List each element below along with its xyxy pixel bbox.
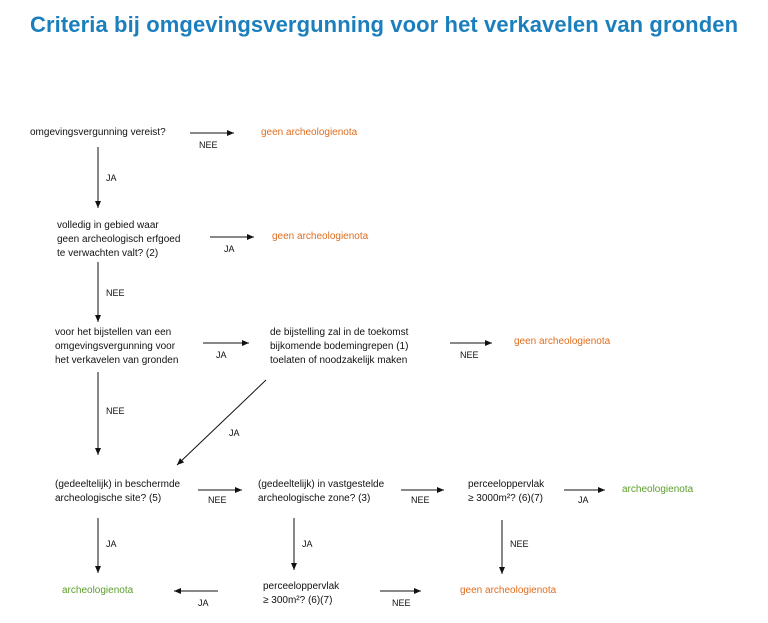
node-perceeloppervlak-300: perceeloppervlak ≥ 300m²? (6)(7) (263, 581, 340, 606)
outcome-archeologienota-2: archeologienota (62, 585, 134, 596)
edge-label-q5-out5: JA (106, 539, 117, 549)
edge-label-q7-out6: NEE (510, 539, 529, 549)
node-perceeloppervlak-3000: perceeloppervlak ≥ 3000m²? (6)(7) (468, 479, 545, 504)
edge-label-q8-out5: JA (198, 598, 209, 608)
edge-label-q3-q4: JA (216, 350, 227, 360)
node-vastgestelde-archeologische-zone: (gedeeltelijk) in vastgestelde archeologische zone? (3) (258, 479, 385, 504)
edge-label-q6-q7: NEE (411, 495, 430, 505)
edge-label-q5-q6: NEE (208, 495, 227, 505)
page-title: Criteria bij omgevingsvergunning voor het verkavelen van gronden (30, 12, 739, 37)
arrow-q4-q5 (177, 380, 266, 465)
edge-label-q2-out2: JA (224, 244, 235, 254)
node-beschermde-archeologische-site: (gedeeltelijk) in beschermde archeologische site? (5) (55, 479, 181, 504)
edge-label-q3-q5: NEE (106, 406, 125, 416)
outcome-archeologienota-1: archeologienota (622, 484, 694, 495)
node-bijstellen-omgevingsvergunning: voor het bijstellen van een omgevingsvergunning voor het verkavelen van gronden (55, 327, 179, 366)
edge-label-q1-out1: NEE (199, 140, 218, 150)
outcome-geen-archeologienota-2: geen archeologienota (272, 231, 369, 242)
outcome-geen-archeologienota-1: geen archeologienota (261, 127, 358, 138)
edge-label-q7-out4: JA (578, 495, 589, 505)
node-bijstelling-bodemingrepen: de bijstelling zal in de toekomst bijkomende bodemingrepen (1) toelaten of noodzakelijk maken (270, 327, 409, 366)
edge-label-q4-q5: JA (229, 428, 240, 438)
edge-label-q8-out6: NEE (392, 598, 411, 608)
edge-label-q2-q3: NEE (106, 288, 125, 298)
edge-label-q6-q8: JA (302, 539, 313, 549)
outcome-geen-archeologienota-4: geen archeologienota (460, 585, 557, 596)
edge-label-q4-out3: NEE (460, 350, 479, 360)
node-volledig-in-gebied: volledig in gebied waar geen archeologisch erfgoed te verwachten valt? (2) (57, 220, 181, 259)
outcome-geen-archeologienota-3: geen archeologienota (514, 336, 611, 347)
node-omgevingsvergunning-vereist: omgevingsvergunning vereist? (30, 127, 166, 138)
edge-label-q1-q2: JA (106, 173, 117, 183)
